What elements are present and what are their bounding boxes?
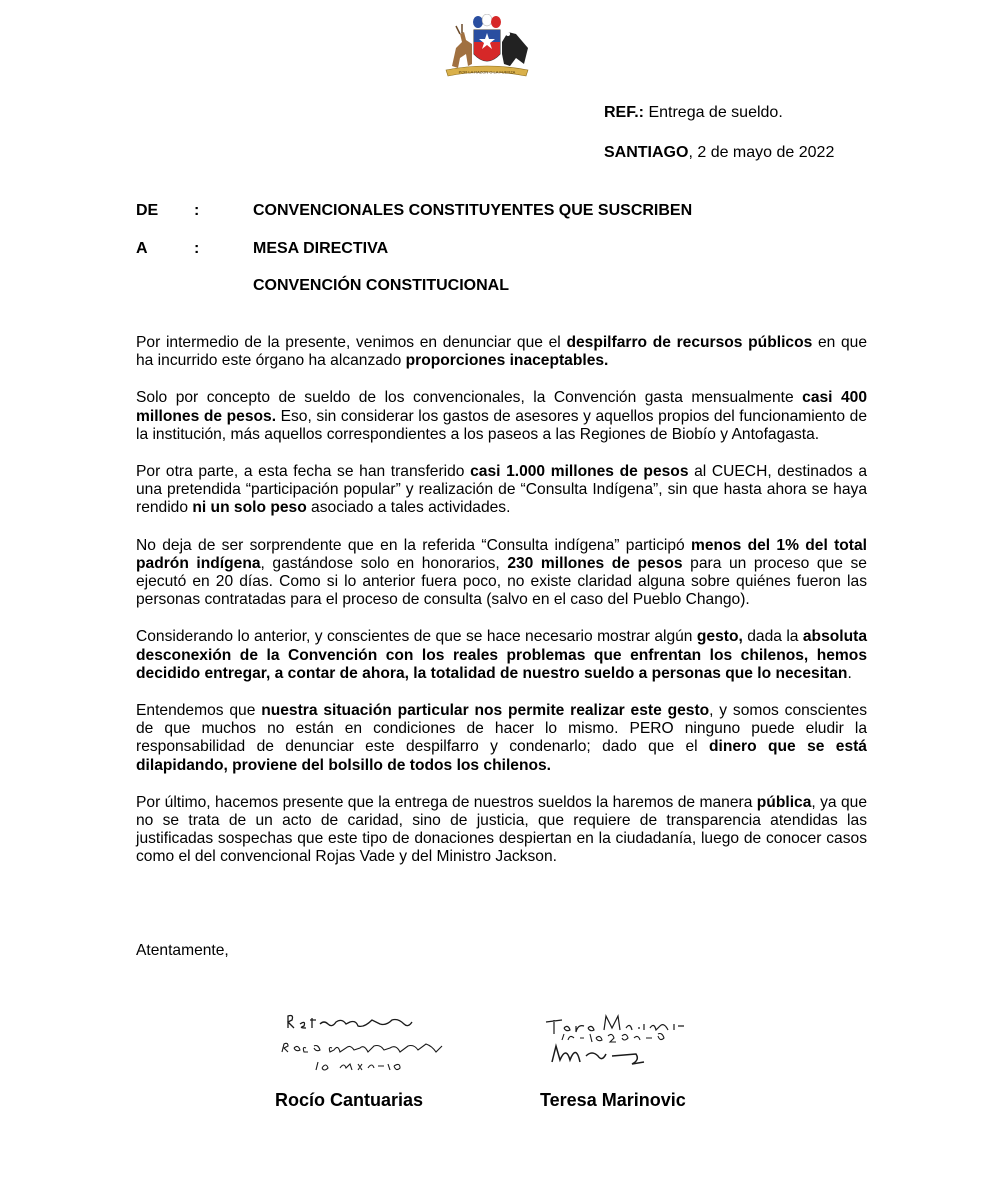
paragraph-emphasis: casi 1.000 millones de pesos xyxy=(470,463,689,481)
body-paragraph xyxy=(136,334,867,370)
body-paragraph xyxy=(136,463,867,518)
paragraph-text: Solo por concepto de sueldo de los convencionales, la Convención gasta mensualmente xyxy=(136,389,803,407)
paragraph-text: No deja de ser sorprendente que en la referida “Consulta indígena” participó xyxy=(136,536,692,554)
paragraph-emphasis: 230 millones de pesos xyxy=(507,554,683,572)
header-to-colon: : xyxy=(194,240,200,257)
reference-line xyxy=(604,104,783,122)
seal-motto: POR LA RAZON O LA FUERZA xyxy=(458,69,516,75)
header-to-value-2: CONVENCIÓN CONSTITUCIONAL xyxy=(253,277,509,294)
header-from-value: CONVENCIONALES CONSTITUYENTES QUE SUSCRIBEN xyxy=(253,202,693,219)
paragraph-emphasis: gesto, xyxy=(696,628,743,646)
paragraph-emphasis: proporciones inaceptables. xyxy=(405,352,609,370)
date-text: , 2 de mayo de 2022 xyxy=(688,144,835,161)
reference-text: Entrega de sueldo. xyxy=(644,104,783,121)
header-to-key: A xyxy=(136,240,148,257)
dateline xyxy=(604,144,834,162)
reference-label: REF.: xyxy=(604,104,644,121)
header-from-key: DE xyxy=(136,202,159,219)
paragraph-emphasis: ni un solo peso xyxy=(192,499,307,517)
paragraph-text: Por otra parte, a esta fecha se han transferido xyxy=(136,463,471,481)
paragraph-text: al CUECH, destinados a una pretendida “participación popular” y realización de “Consulta Indígena”, sin que hasta ahora se haya rendido xyxy=(136,463,868,517)
paragraph-emphasis: pública xyxy=(756,793,812,811)
paragraph-text: Considerando lo anterior, y conscientes de que se hace necesario mostrar algún xyxy=(136,628,697,646)
letter-body xyxy=(136,334,867,886)
paragraph-emphasis: despilfarro de recursos públicos xyxy=(566,334,813,351)
paragraph-text: en que ha incurrido este órgano ha alcanzado xyxy=(136,334,868,370)
signature-rocio-cantuarias xyxy=(276,1008,456,1080)
paragraph-text: Por último, hacemos presente que la entrega de nuestros sueldos la haremos de manera xyxy=(136,793,757,811)
paragraph-emphasis: dinero que se está dilapidando, proviene del bolsillo de todos los chilenos. xyxy=(136,738,867,774)
header-to-value-1: MESA DIRECTIVA xyxy=(253,240,389,257)
chilean-coat-of-arms-icon xyxy=(438,14,536,80)
paragraph-text: Por intermedio de la presente, venimos en denunciar que el xyxy=(136,334,567,351)
paragraph-text: para un proceso que se ejecutó en 20 días. Como si lo anterior fuera poco, no existe claridad alguna sobre quiénes fueron las personas contratadas para el proceso de consulta (salvo en el caso del Pueblo Chango). xyxy=(136,554,867,609)
paragraph-text: Entendemos que xyxy=(136,702,262,720)
paragraph-text: , ya que no se trata de un acto de caridad, sino de justicia, que requiere de transparencia atendidas las justificadas sospechas que este tipo de donaciones despiertan en la ciudadanía, luego de conocer casos como el del convencional Rojas Vade y del Ministro Jackson. xyxy=(136,793,868,866)
paragraph-emphasis: casi 400 millones de pesos. xyxy=(136,389,867,425)
date-city: SANTIAGO xyxy=(604,144,689,161)
body-paragraph xyxy=(136,537,867,610)
paragraph-text: , gastándose solo en honorarios, xyxy=(260,554,508,572)
signature-teresa-marinovic xyxy=(540,1004,700,1072)
header-from-colon: : xyxy=(194,202,200,219)
body-paragraph xyxy=(136,628,867,683)
body-paragraph xyxy=(136,794,867,867)
paragraph-text: . xyxy=(847,664,852,682)
signer-name-2: Teresa Marinovic xyxy=(540,1090,686,1110)
body-paragraph xyxy=(136,702,867,775)
paragraph-text: Eso, sin considerar los gastos de asesores y aquellos propios del funcionamiento de la institución, más aquellos correspondientes a los paseos a las Regiones de Biobío y Antofagasta. xyxy=(136,407,867,443)
body-paragraph xyxy=(136,389,867,444)
paragraph-text: dada la xyxy=(742,628,803,646)
paragraph-text: , y somos conscientes de que muchos no están en condiciones de hacer lo mismo. PERO ninguno puede eludir la responsabilidad de denunciar este despilfarro y condenarlo; dado que el xyxy=(136,702,867,756)
paragraph-emphasis: absoluta desconexión de la Convención con los reales problemas que enfrentan los chilenos, hemos decidido entregar, a contar de ahora, la totalidad de nuestro sueldo a personas que lo necesitan xyxy=(136,628,867,682)
paragraph-emphasis: menos del 1% del total padrón indígena xyxy=(136,536,867,572)
paragraph-emphasis: nuestra situación particular nos permite realizar este gesto xyxy=(261,702,710,720)
paragraph-text: asociado a tales actividades. xyxy=(306,499,511,517)
signer-name-1: Rocío Cantuarias xyxy=(275,1090,424,1110)
closing: Atentamente, xyxy=(136,942,229,959)
